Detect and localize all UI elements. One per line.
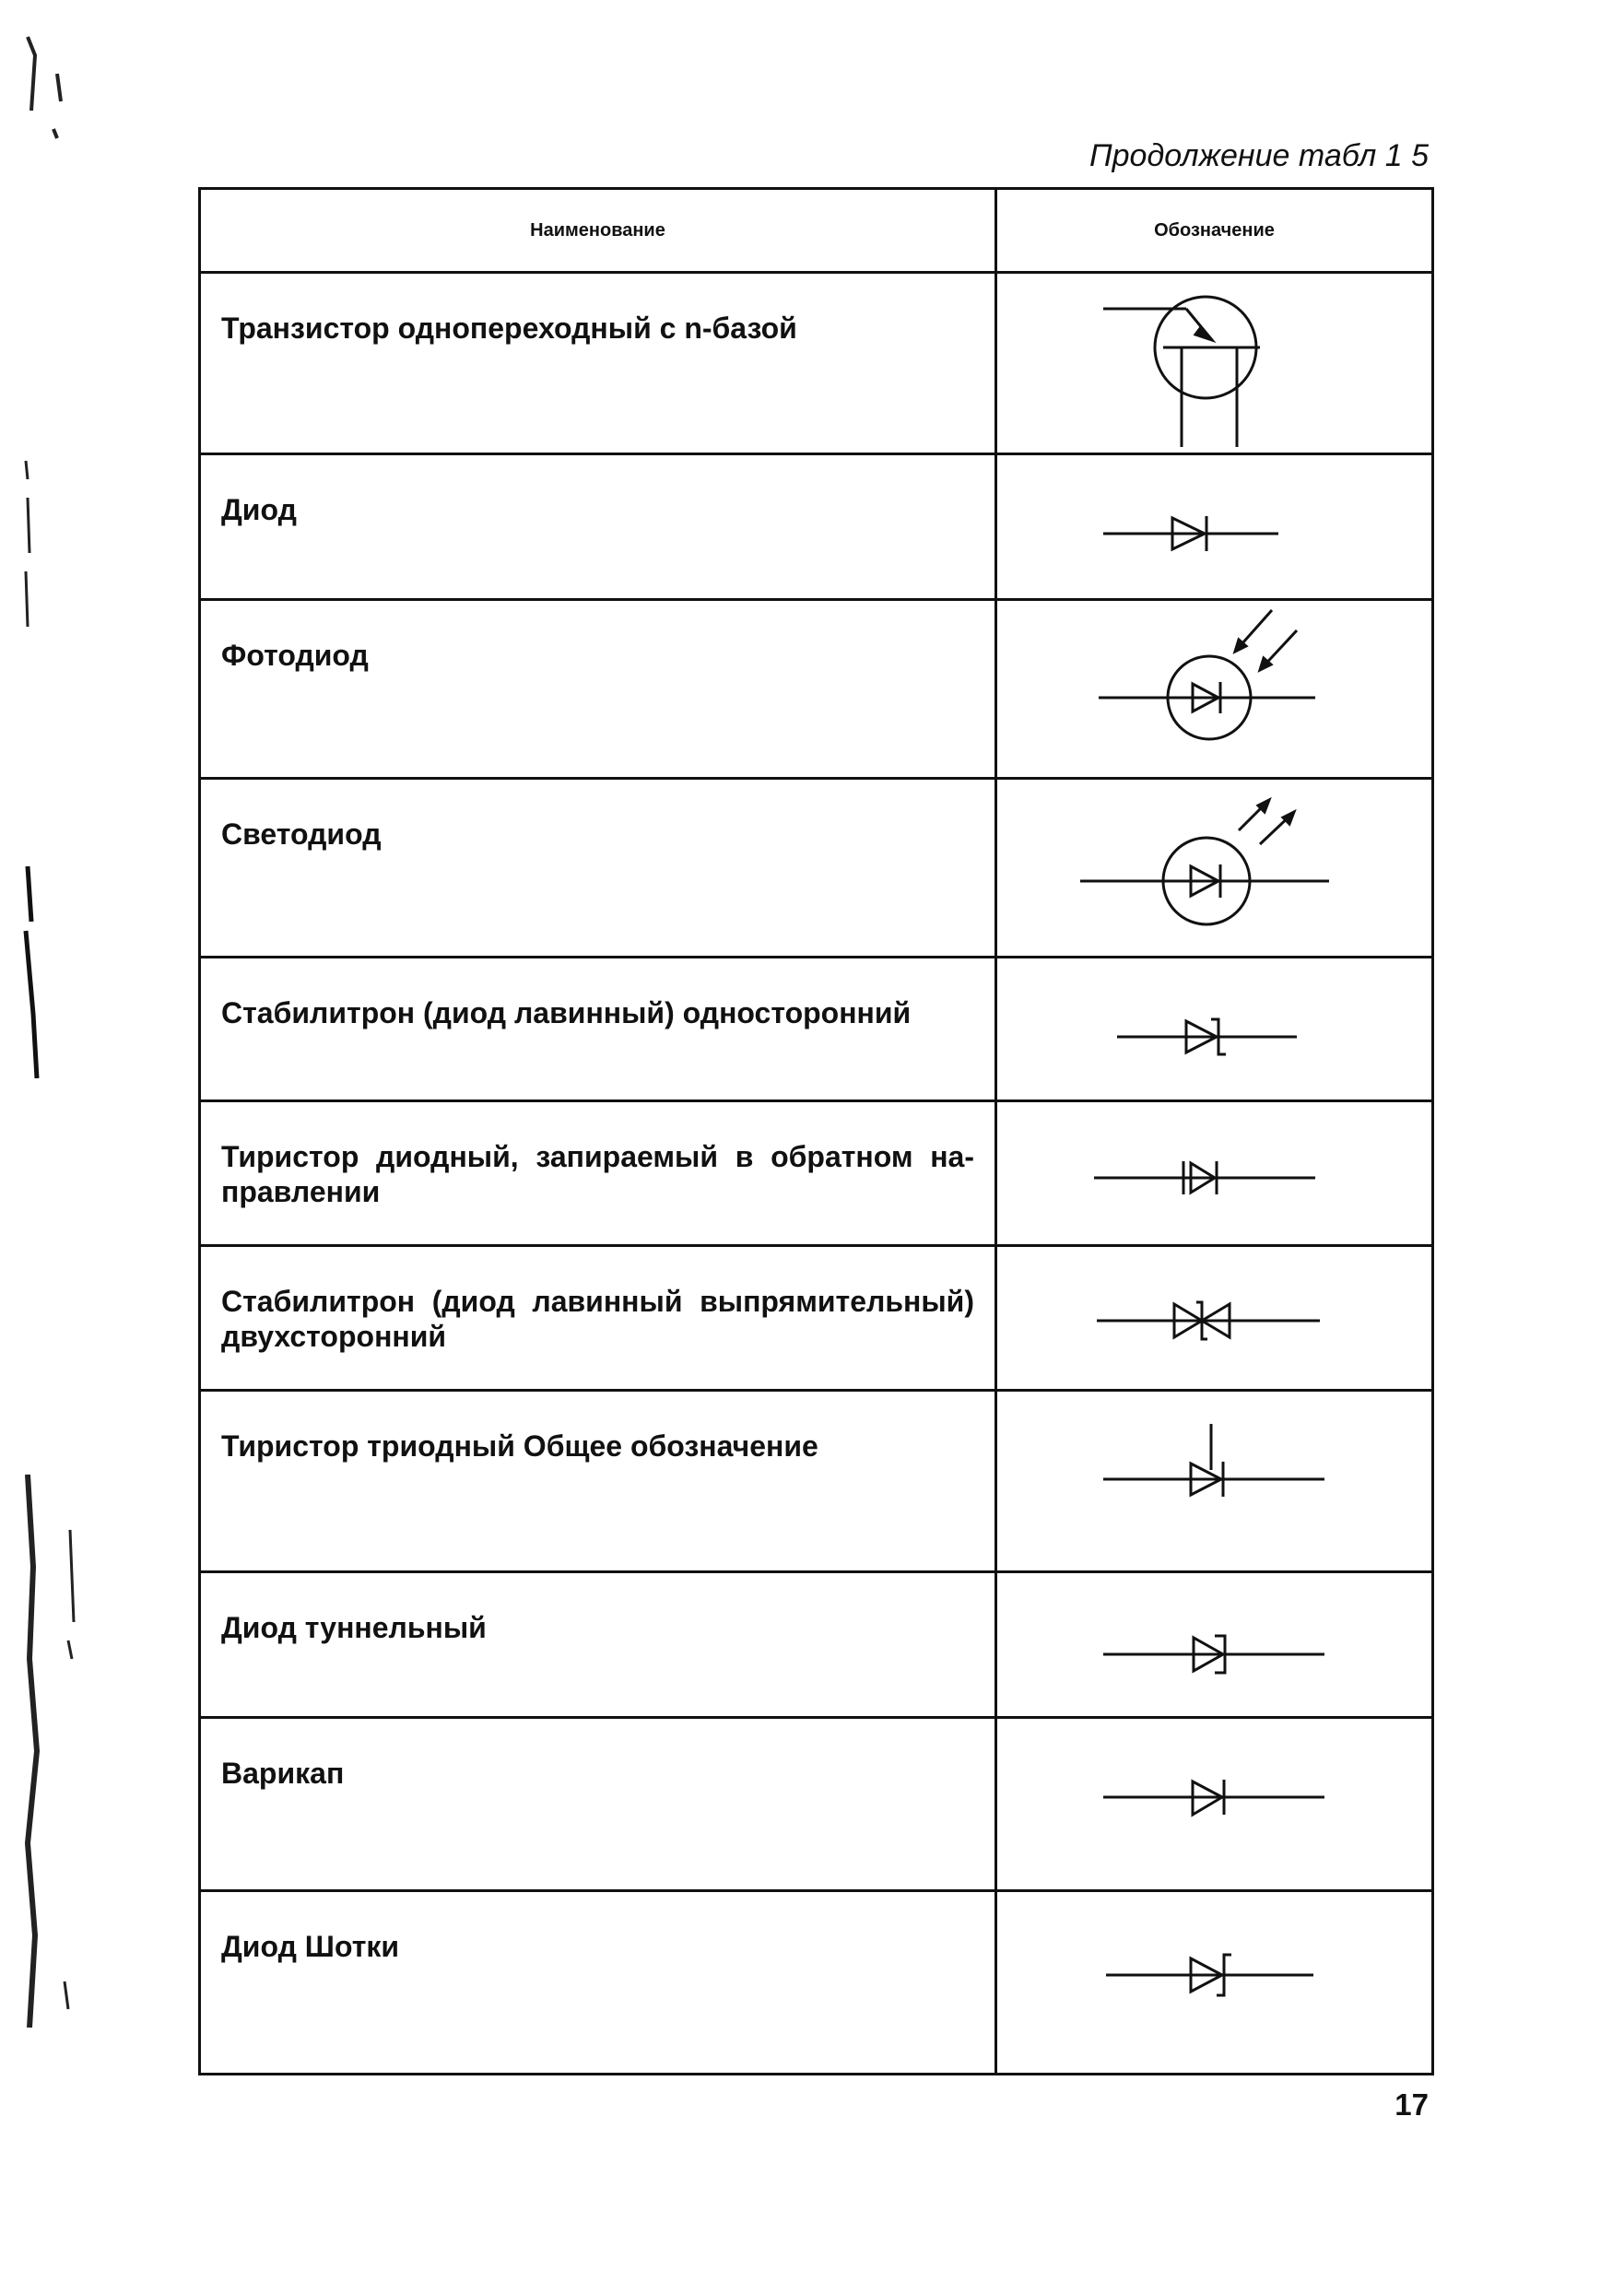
table-row bbox=[200, 454, 1433, 600]
scan-edge-marks bbox=[0, 0, 111, 2281]
table-continuation-caption: Продолжение табл 1 5 bbox=[1089, 138, 1429, 173]
table-row bbox=[200, 600, 1433, 779]
column-header-symbol: Обозначение bbox=[996, 189, 1433, 273]
table-row bbox=[200, 1572, 1433, 1718]
table-header-row bbox=[200, 189, 1433, 273]
triode-thyristor-icon bbox=[997, 1392, 1429, 1567]
table-row bbox=[200, 273, 1433, 454]
table-row bbox=[200, 779, 1433, 958]
table-row bbox=[200, 1891, 1433, 2075]
row-name: Варикап bbox=[200, 1718, 996, 1891]
designations-table bbox=[198, 187, 1434, 2075]
row-name: Диод bbox=[200, 454, 996, 600]
table-row bbox=[200, 1391, 1433, 1572]
row-name: Тиристор диодный, запираемый в обратном на-правлении bbox=[200, 1101, 996, 1246]
table-row bbox=[200, 958, 1433, 1101]
unijunction-transistor-icon bbox=[997, 274, 1429, 449]
table-row bbox=[200, 1718, 1433, 1891]
diode-thyristor-icon bbox=[997, 1102, 1429, 1240]
page-number: 17 bbox=[1395, 2087, 1429, 2122]
row-name: Стабилитрон (диод лавинный выпрямительный) двухсторонний bbox=[200, 1246, 996, 1391]
schottky-diode-icon bbox=[997, 1892, 1429, 2067]
zener-diode-icon bbox=[997, 958, 1429, 1097]
table-row bbox=[200, 1246, 1433, 1391]
varicap-icon bbox=[997, 1719, 1429, 1885]
bidirectional-zener-icon bbox=[997, 1247, 1429, 1385]
row-name: Диод туннельный bbox=[200, 1572, 996, 1718]
row-name: Стабилитрон (диод лавинный) односторонний bbox=[200, 958, 996, 1101]
row-name: Транзистор однопереходный с n-базой bbox=[200, 273, 996, 454]
column-header-name: Наименование bbox=[200, 189, 996, 273]
row-name: Светодиод bbox=[200, 779, 996, 958]
photodiode-icon bbox=[997, 601, 1429, 776]
led-icon bbox=[997, 780, 1429, 955]
row-name: Фотодиод bbox=[200, 600, 996, 779]
diode-icon bbox=[997, 455, 1429, 594]
row-name: Тиристор триодный Общее обозначение bbox=[200, 1391, 996, 1572]
tunnel-diode-icon bbox=[997, 1573, 1429, 1711]
table-row bbox=[200, 1101, 1433, 1246]
row-name: Диод Шотки bbox=[200, 1891, 996, 2075]
